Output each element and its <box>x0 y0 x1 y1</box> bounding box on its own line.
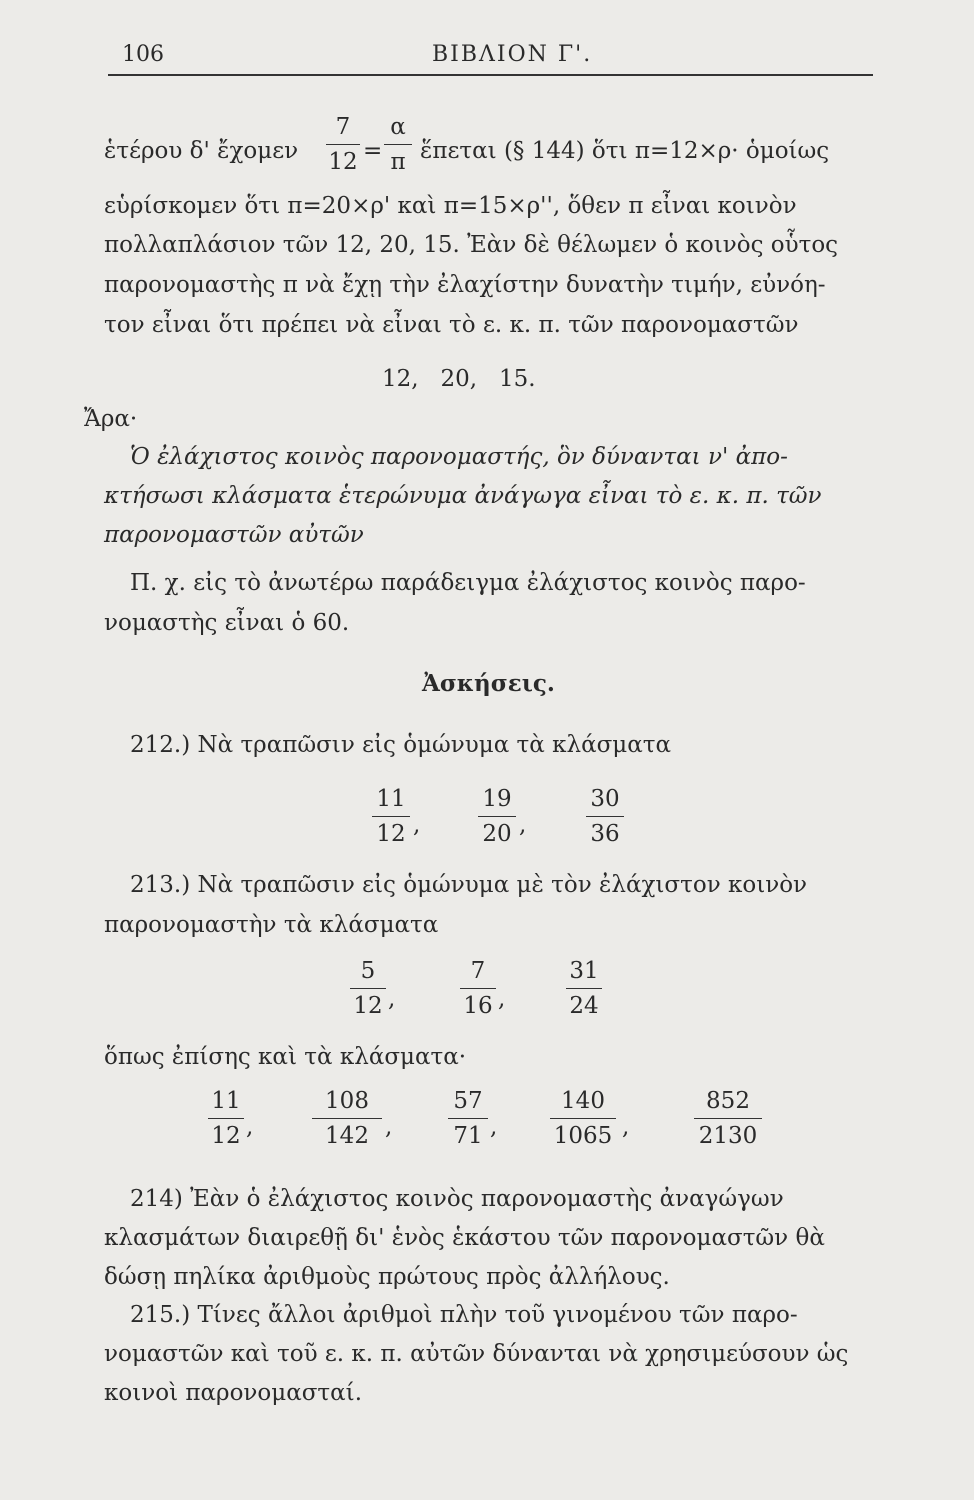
header-rule <box>108 74 873 76</box>
para1-line1-b: ἕπεται (§ 144) ὅτι π=12×ρ· ὁμοίως <box>420 138 830 164</box>
fraction-bar <box>586 816 624 817</box>
eq-fraction-1-num: 7 <box>335 114 351 140</box>
ex213b-fraction-4 <box>550 1086 616 1151</box>
fraction-bar <box>372 816 410 817</box>
fraction-bar <box>550 1118 616 1119</box>
ex215-line2: νομαστῶν καὶ τοῦ ε. κ. π. αὐτῶν δύνανται νὰ χρησιμεύσουν ὡς <box>104 1341 849 1367</box>
ex213b-fraction-5 <box>694 1086 762 1151</box>
ex213-line2: παρονομαστὴν τὰ κλάσματα <box>104 912 439 938</box>
para1-line1-a: ἑτέρου δ' ἔχομεν <box>104 138 299 164</box>
fraction-den: 12 <box>376 821 406 847</box>
fraction-den: 12 <box>211 1123 241 1149</box>
ex214-line2: κλασμάτων διαιρεθῇ δι' ἑνὸς ἑκάστου τῶν παρονομαστῶν θὰ <box>104 1225 825 1251</box>
fraction-num: 19 <box>482 786 512 812</box>
page-header <box>0 42 974 72</box>
fraction-num: 5 <box>360 958 376 984</box>
fraction-den: 71 <box>453 1123 483 1149</box>
eq-fraction-2-num: α <box>390 114 406 140</box>
comma: , <box>388 986 396 1012</box>
ex214-line3: δώσῃ πηλίκα ἀριθμοὺς πρώτους πρὸς ἀλλήλους. <box>104 1264 670 1290</box>
ex213b-fraction-1 <box>208 1086 244 1151</box>
comma: , <box>622 1114 630 1140</box>
ex213-fraction-2 <box>460 956 496 1021</box>
ex212-fraction-1 <box>372 784 410 849</box>
rule-line1: Ὁ ἐλάχιστος κοινὸς παρονομαστής, ὃν δύνανται ν' ἀπο- <box>130 444 788 470</box>
fraction-num: 108 <box>325 1088 369 1114</box>
fraction-bar <box>478 816 516 817</box>
ex213-line3: ὅπως ἐπίσης καὶ τὰ κλάσματα· <box>104 1044 467 1070</box>
ex213b-fraction-2 <box>312 1086 382 1151</box>
ex212-fraction-2 <box>478 784 516 849</box>
fraction-bar <box>326 144 360 145</box>
lcm-numbers: 12, 20, 15. <box>382 366 536 392</box>
fraction-den: 36 <box>590 821 620 847</box>
fraction-bar <box>208 1118 244 1119</box>
fraction-num: 11 <box>376 786 406 812</box>
example-line1: Π. χ. εἰς τὸ ἀνωτέρω παράδειγμα ἐλάχιστος κοινὸς παρο- <box>130 570 806 596</box>
fraction-num: 852 <box>706 1088 750 1114</box>
fraction-bar <box>448 1118 488 1119</box>
para1-line5: τον εἶναι ὅτι πρέπει νὰ εἶναι τὸ ε. κ. π. τῶν παρονομαστῶν <box>104 312 799 338</box>
para1-line3: πολλαπλάσιον τῶν 12, 20, 15. Ἐὰν δὲ θέλωμεν ὁ κοινὸς οὗτος <box>104 232 839 258</box>
fraction-num: 7 <box>470 958 486 984</box>
running-title: ΒΙΒΛΙΟΝ Γ'. <box>432 42 593 67</box>
fraction-den: 1065 <box>553 1123 613 1149</box>
fraction-den: 2130 <box>698 1123 758 1149</box>
eq-fraction-1-den: 12 <box>328 149 358 175</box>
fraction-bar <box>566 988 602 989</box>
rule-line2: κτήσωσι κλάσματα ἑτερώνυμα ἀνάγωγα εἶναι τὸ ε. κ. π. τῶν <box>104 483 822 509</box>
fraction-den: 20 <box>482 821 512 847</box>
example-line2: νομαστὴς εἶναι ὁ 60. <box>104 610 350 636</box>
ex215-line1: 215.) Τίνες ἄλλοι ἀριθμοὶ πλὴν τοῦ γινομένου τῶν παρο- <box>130 1302 798 1328</box>
exercises-heading: Ἀσκήσεις. <box>422 670 555 697</box>
fraction-den: 16 <box>463 993 493 1019</box>
fraction-bar <box>694 1118 762 1119</box>
fraction-bar <box>350 988 386 989</box>
ex212-text: 212.) Νὰ τραπῶσιν εἰς ὁμώνυμα τὰ κλάσματα <box>130 732 672 758</box>
fraction-den: 12 <box>353 993 383 1019</box>
comma: , <box>385 1114 393 1140</box>
eq-fraction-1 <box>326 112 360 177</box>
eq-sign: = <box>363 138 383 164</box>
page-number: 106 <box>122 42 164 67</box>
fraction-bar <box>312 1118 382 1119</box>
comma: , <box>498 986 506 1012</box>
ex213-fraction-3 <box>566 956 602 1021</box>
ex213b-fraction-3 <box>448 1086 488 1151</box>
para1-line4: παρονομαστὴς π νὰ ἔχῃ τὴν ἐλαχίστην δυνατὴν τιμήν, εὐνόη- <box>104 272 826 298</box>
fraction-bar <box>460 988 496 989</box>
comma: , <box>246 1114 254 1140</box>
fraction-num: 57 <box>453 1088 483 1114</box>
fraction-num: 31 <box>569 958 599 984</box>
fraction-num: 11 <box>211 1088 241 1114</box>
fraction-den: 142 <box>325 1123 369 1149</box>
fraction-bar <box>384 144 412 145</box>
para1-line2: εὑρίσκομεν ὅτι π=20×ρ' καὶ π=15×ρ'', ὅθεν π εἶναι κοινὸν <box>104 193 797 219</box>
fraction-num: 30 <box>590 786 620 812</box>
comma: , <box>519 812 527 838</box>
fraction-den: 24 <box>569 993 599 1019</box>
comma: , <box>490 1114 498 1140</box>
rule-line3: παρονομαστῶν αὐτῶν <box>104 522 364 548</box>
ex214-line1: 214) Ἐὰν ὁ ἐλάχιστος κοινὸς παρονομαστὴς ἀναγώγων <box>130 1186 784 1212</box>
ara-word: Ἄρα· <box>84 406 138 432</box>
eq-fraction-2-den: π <box>390 149 406 175</box>
fraction-num: 140 <box>561 1088 605 1114</box>
eq-fraction-2 <box>384 112 412 177</box>
ex212-fraction-3 <box>586 784 624 849</box>
ex213-fraction-1 <box>350 956 386 1021</box>
ex215-line3: κοινοὶ παρονομασταί. <box>104 1380 363 1406</box>
comma: , <box>413 812 421 838</box>
ex213-line1: 213.) Νὰ τραπῶσιν εἰς ὁμώνυμα μὲ τὸν ἐλάχιστον κοινὸν <box>130 872 808 898</box>
